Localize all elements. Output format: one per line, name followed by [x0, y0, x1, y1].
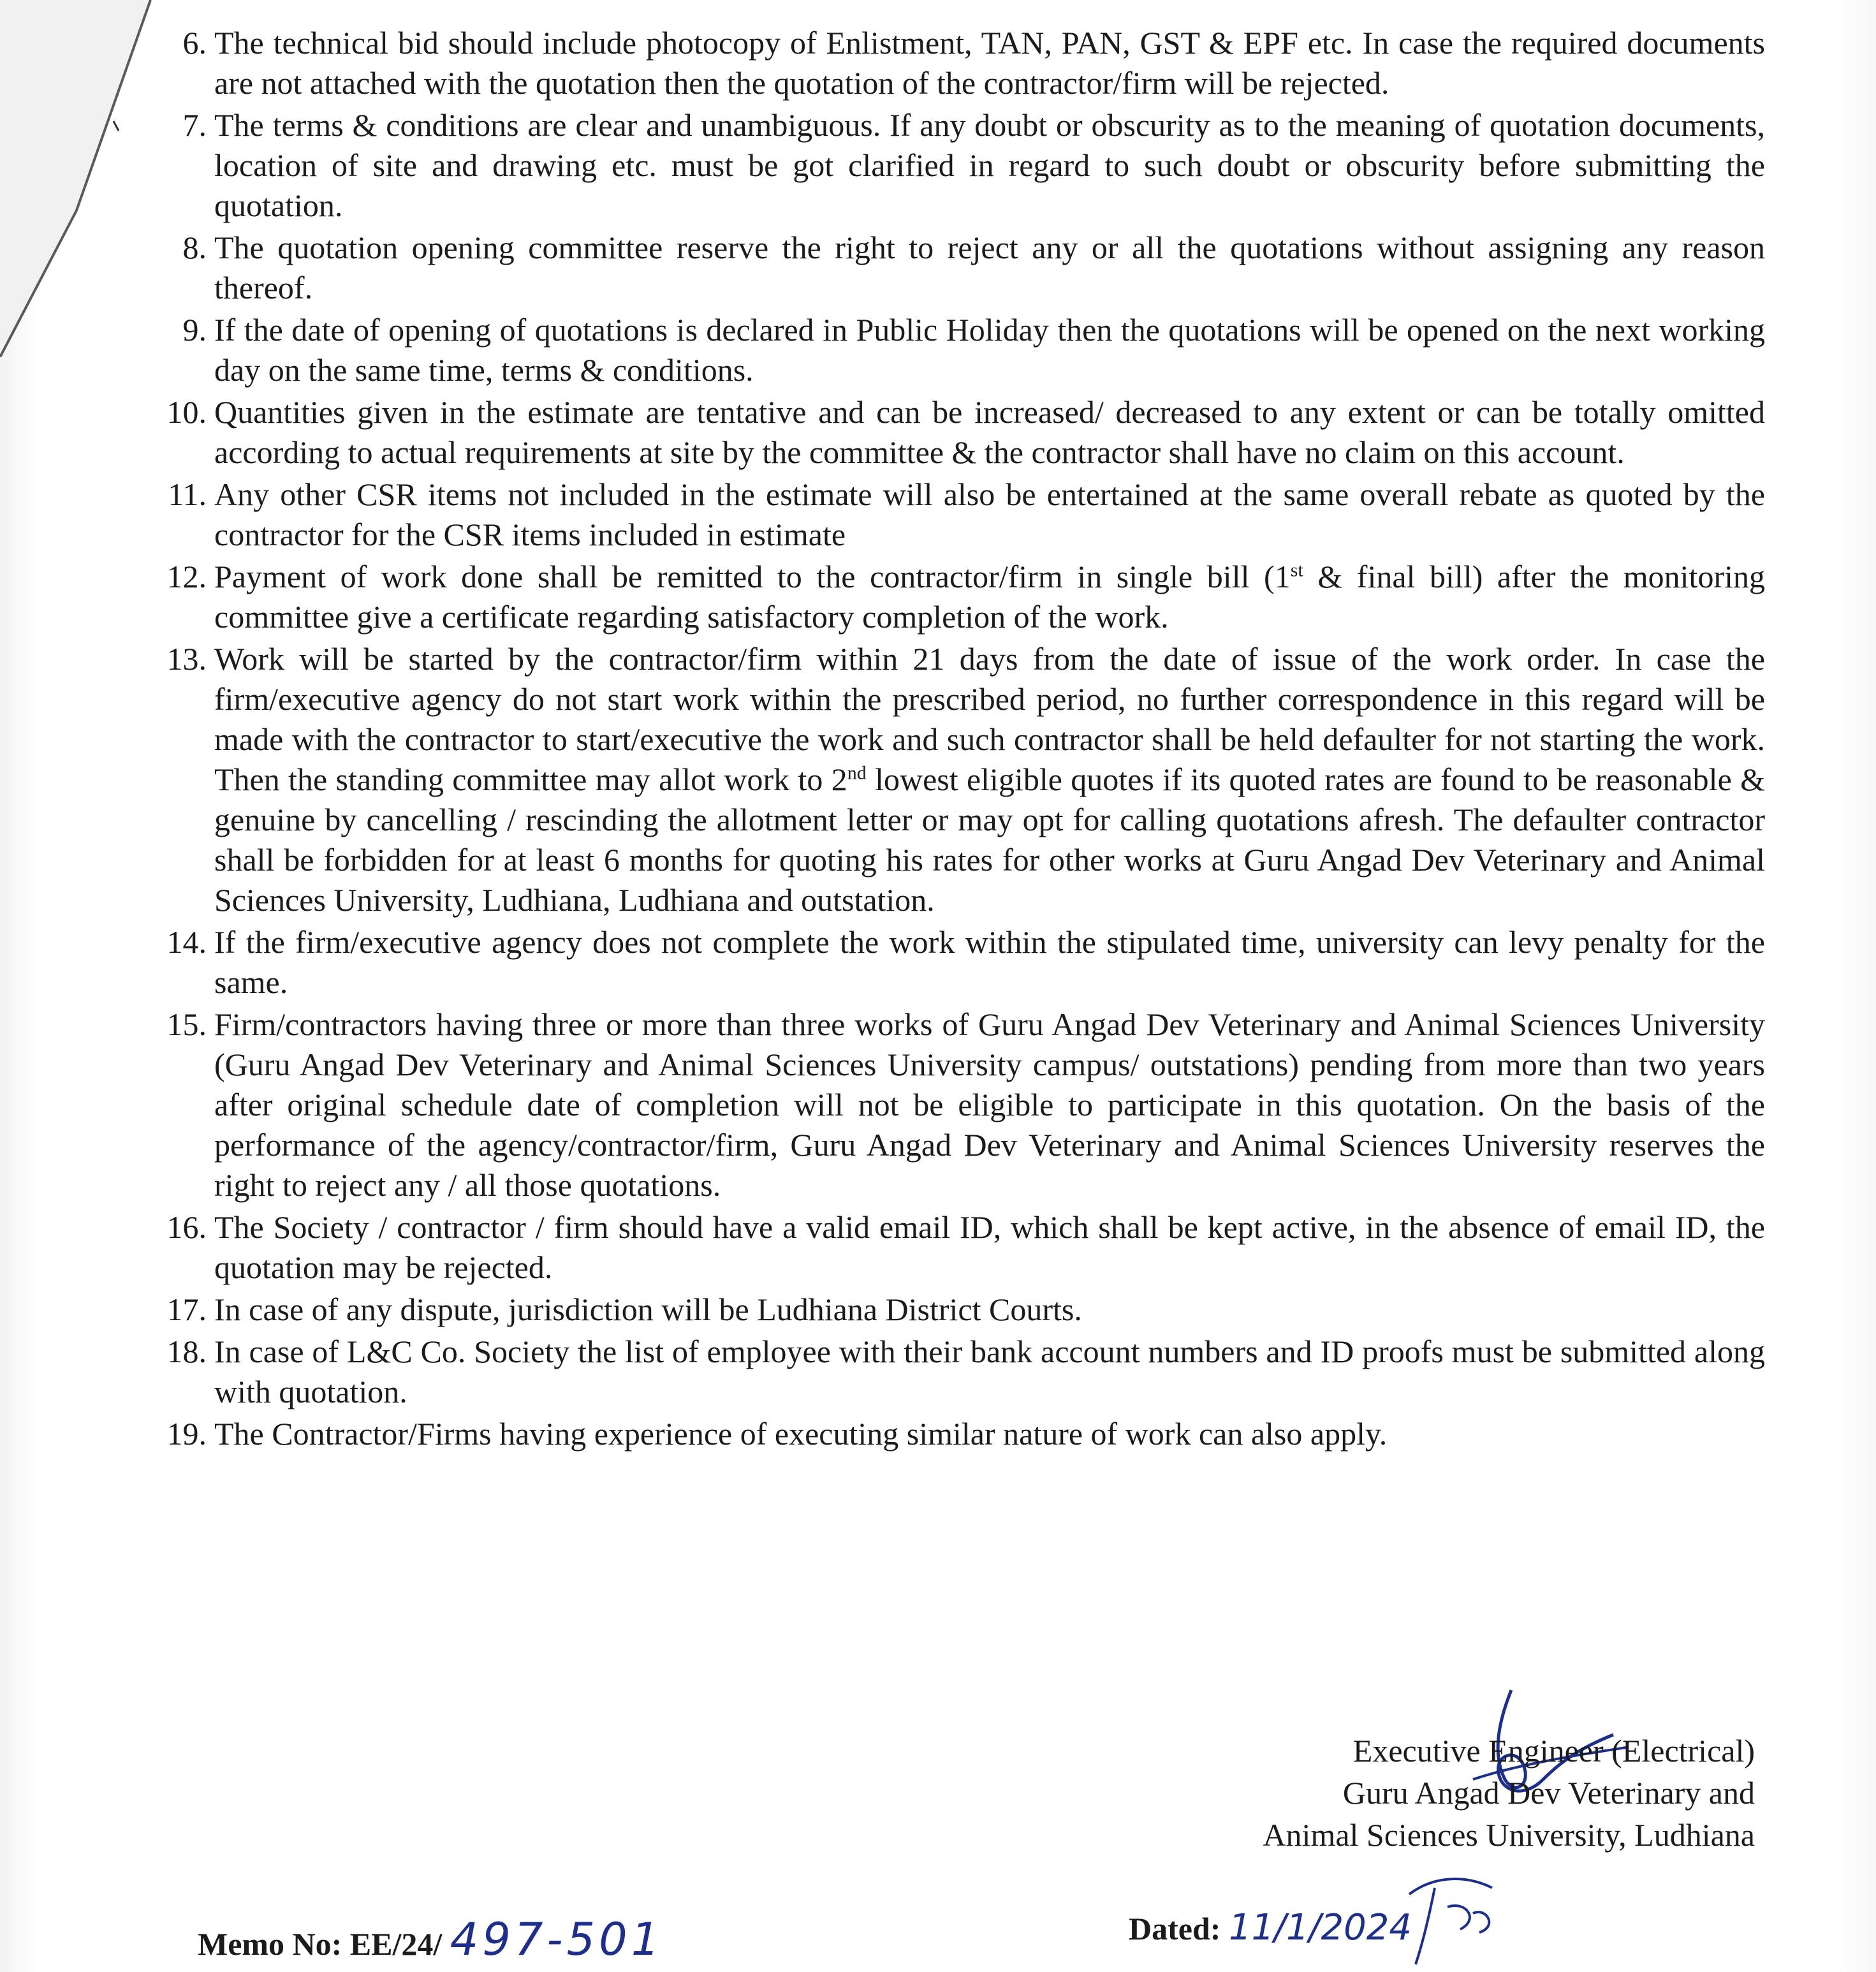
clause-text-part: Payment of work done shall be remitted to the contractor/firm in single bill (1 — [214, 559, 1291, 594]
clause-text: In case of L&C Co. Society the list of employee with their bank account numbers and ID proofs must be submitted along with quotation. — [214, 1334, 1765, 1409]
signatory-designation: Executive Engineer (Electrical) — [1352, 1733, 1755, 1769]
clause-number: 16. — [166, 1209, 207, 1245]
memo-number — [198, 1913, 663, 1966]
clause-7 — [145, 105, 1765, 226]
signatory-organization-line-1: Guru Angad Dev Veterinary and — [1342, 1775, 1755, 1811]
clause-number: 15. — [166, 1006, 207, 1042]
clause-number: 8. — [182, 230, 207, 265]
signatory-block — [1263, 1730, 1755, 1856]
clause-number: 9. — [182, 312, 207, 348]
clause-number: 18. — [166, 1334, 207, 1369]
clause-number: 12. — [166, 559, 207, 594]
clause-10 — [145, 392, 1765, 473]
clause-text: Any other CSR items not included in the estimate will also be entertained at the same overall rebate as quoted by the contractor for the CSR items included in estimate — [214, 476, 1765, 552]
clause-text: If the firm/executive agency does not complete the work within the stipulated time, university can levy penalty for the same. — [214, 924, 1765, 1000]
clause-19 — [145, 1414, 1765, 1454]
clause-number: 19. — [166, 1416, 207, 1452]
dated-field — [1129, 1907, 1412, 1948]
clause-text-part: lowest eligible quotes if its quoted rates are found to be reasonable & genuine by cancelling / rescinding the allotment letter or may opt for calling quotations afresh. The defaulter contractor shall be forbidden for at least 6 months for quoting his rates for other works at Guru Angad Dev Veterinary and Animal Sciences University, Ludhiana, Ludhiana and outstation. — [214, 762, 1766, 918]
clause-15 — [145, 1004, 1765, 1205]
signatory-organization-line-2: Animal Sciences University, Ludhiana — [1263, 1817, 1755, 1853]
clause-6 — [145, 23, 1765, 103]
clause-number: 14. — [166, 924, 207, 960]
clause-text: The Contractor/Firms having experience of executing similar nature of work can also apply. — [214, 1416, 1388, 1452]
memo-label: Memo No: EE/24/ — [198, 1926, 443, 1962]
clause-14 — [145, 922, 1765, 1003]
clause-number: 6. — [182, 25, 207, 61]
clause-number: 11. — [168, 476, 207, 512]
clause-text: The Society / contractor / firm should have a valid email ID, which shall be kept active, in the absence of email ID, the quotation may be rejected. — [214, 1209, 1765, 1285]
clause-number: 17. — [166, 1291, 207, 1327]
clause-text: The technical bid should include photocopy of Enlistment, TAN, PAN, GST & EPF etc. In case the required documents are not attached with the quotation then the quotation of the contractor/firm will be rejected. — [214, 25, 1765, 101]
clause-text-part: Work will be started by the contractor/firm within 21 days from the date of issue of the work order. In case the firm/executive agency do not start work within the prescribed period, no further correspondence in this regard will be made with the contractor to start/executive the work and such contractor shall be held defaulter for not starting the work. Then the standing committee may allot work to 2 — [214, 641, 1765, 797]
clause-9 — [145, 310, 1765, 390]
clause-text: The terms & conditions are clear and unambiguous. If any doubt or obscurity as to the meaning of quotation documents, location of site and drawing etc. must be got clarified in regard to such doubt or obscurity before submitting the quotation. — [214, 107, 1765, 223]
clause-number: 13. — [166, 641, 207, 677]
ordinal-suffix: st — [1290, 559, 1303, 581]
clause-number: 10. — [166, 394, 207, 430]
clause-12 — [145, 557, 1765, 637]
clause-13 — [145, 639, 1765, 920]
clause-text: Quantities given in the estimate are tentative and can be increased/ decreased to any extent or can be totally omitted according to actual requirements at site by the committee & the contractor shall have no claim on this account. — [214, 394, 1765, 470]
handwritten-initials — [1396, 1869, 1505, 1971]
clause-17 — [145, 1290, 1765, 1330]
clause-text-part: & final bill) after the monitoring committee give a certificate regarding satisfactory completion of the work. — [214, 559, 1765, 635]
date-handwritten: 11/1/2024 — [1228, 1907, 1412, 1948]
conditions-list — [145, 23, 1765, 1456]
clause-text: Firm/contractors having three or more than three works of Guru Angad Dev Veterinary and Animal Sciences University (Guru Angad Dev Veterinary and Animal Sciences University campus/ outstations) pending from more than two years after original schedule date of completion will not be eligible to participate in this quotation. On the basis of the performance of the agency/contractor/firm, Guru Angad Dev Veterinary and Animal Sciences University reserves the right to reject any / all those quotations. — [214, 1006, 1765, 1203]
dated-label: Dated: — [1129, 1911, 1221, 1946]
page-edge-shadow — [0, 0, 153, 357]
clause-text — [214, 559, 1765, 635]
ordinal-suffix: nd — [847, 762, 867, 784]
clause-18 — [145, 1332, 1765, 1412]
clause-number: 7. — [182, 107, 207, 143]
clause-text: The quotation opening committee reserve the right to reject any or all the quotations without assigning any reason thereof. — [214, 230, 1765, 305]
clause-11 — [145, 475, 1765, 555]
clause-8 — [145, 228, 1765, 308]
clause-text — [214, 641, 1765, 918]
clause-text: In case of any dispute, jurisdiction will be Ludhiana District Courts. — [214, 1291, 1082, 1327]
clause-text: If the date of opening of quotations is declared in Public Holiday then the quotations will be opened on the next working day on the same time, terms & conditions. — [214, 312, 1765, 388]
clause-16 — [145, 1207, 1765, 1288]
memo-number-handwritten: 497-501 — [450, 1913, 664, 1966]
